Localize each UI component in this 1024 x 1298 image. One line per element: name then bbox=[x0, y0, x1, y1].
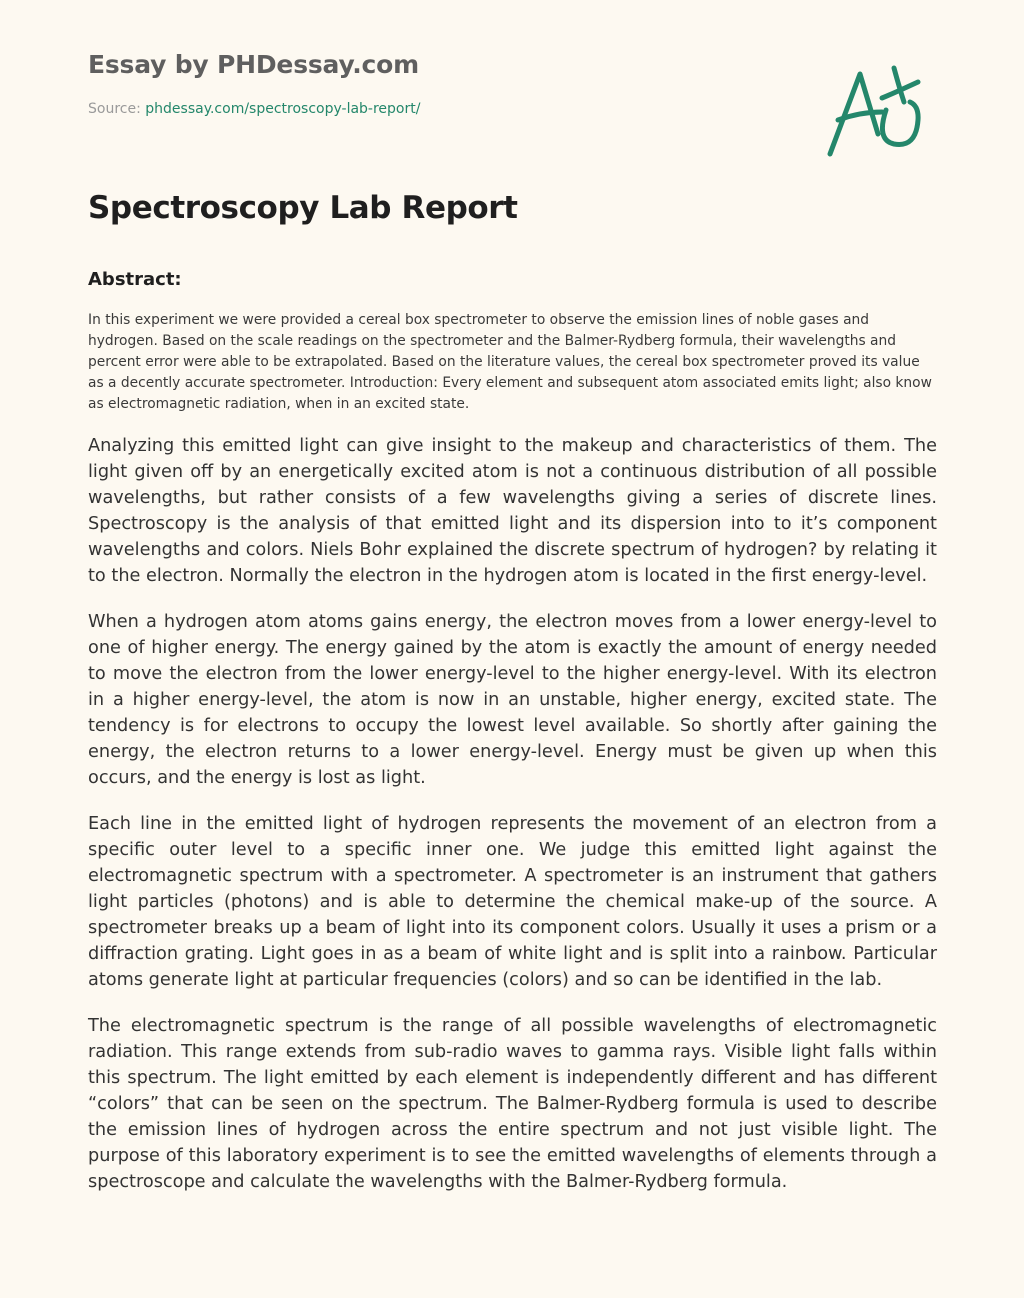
essay-body bbox=[88, 433, 937, 1215]
body-paragraph: The electromagnetic spectrum is the range of all possible wavelengths of electromagnetic radiation. This range extends from sub-radio waves to gamma rays. Visible light falls within this spectrum. The light emitted by each element is independently different and has different “colors” that can be seen on the spectrum. The Balmer-Rydberg formula is used to describe the emission lines of hydrogen across the entire spectrum and not just visible light. The purpose of this laboratory experiment is to see the emitted wavelengths of elements through a spectroscope and calculate the wavelengths with the Balmer-Rydberg formula. bbox=[88, 1016, 937, 1192]
abstract-text: In this experiment we were provided a cereal box spectrometer to observe the emission lines of noble gases and hydrogen. Based on the scale readings on the spectrometer and the Balmer-Rydberg formula, their wavelengths and percent error were able to be extrapolated. Based on the literature values, the cereal box spectrometer proved its value as a decently accurate spectrometer. Introduction: Every element and subsequent atom associated emits light; also know as electromagnetic radiation, when in an excited state. bbox=[88, 312, 932, 412]
source-label: Source: bbox=[88, 101, 146, 117]
body-paragraph: Each line in the emitted light of hydrogen represents the movement of an electron from a specific outer level to a specific inner one. We judge this emitted light against the electromagnetic spectrum with a spectrometer. A spectrometer is an instrument that gathers light particles (photons) and is able to determine the chemical make-up of the source. A spectrometer breaks up a beam of light into its component colors. Usually it uses a prism or a diffraction grating. Light goes in as a beam of white light and is split into a rainbow. Particular atoms generate light at particular frequencies (colors) and so can be identified in the lab. bbox=[88, 814, 937, 990]
abstract-heading: Abstract: bbox=[88, 269, 182, 290]
source-link[interactable]: phdessay.com/spectroscopy-lab-report/ bbox=[145, 101, 421, 117]
source-line bbox=[88, 101, 420, 117]
site-title: Essay by PHDessay.com bbox=[88, 50, 419, 79]
a-plus-logo-icon bbox=[820, 62, 930, 160]
page-title: Spectroscopy Lab Report bbox=[88, 190, 518, 226]
body-paragraph: When a hydrogen atom atoms gains energy, the electron moves from a lower energy-level to one of higher energy. The energy gained by the atom is exactly the amount of energy needed to move the electron from the lower energy-level to the higher energy-level. With its electron in a higher energy-level, the atom is now in an unstable, higher energy, excited state. The tendency is for electrons to occupy the lowest level available. So shortly after gaining the energy, the electron returns to a lower energy-level. Energy must be given up when this occurs, and the energy is lost as light. bbox=[88, 612, 937, 788]
body-paragraph: Analyzing this emitted light can give insight to the makeup and characteristics of them. The light given off by an energetically excited atom is not a continuous distribution of all possible wavelengths, but rather consists of a few wavelengths giving a series of discrete lines. Spectroscopy is the analysis of that emitted light and its dispersion into to it’s component wavelengths and colors. Niels Bohr explained the discrete spectrum of hydrogen? by relating it to the electron. Normally the electron in the hydrogen atom is located in the first energy-level. bbox=[88, 436, 937, 586]
